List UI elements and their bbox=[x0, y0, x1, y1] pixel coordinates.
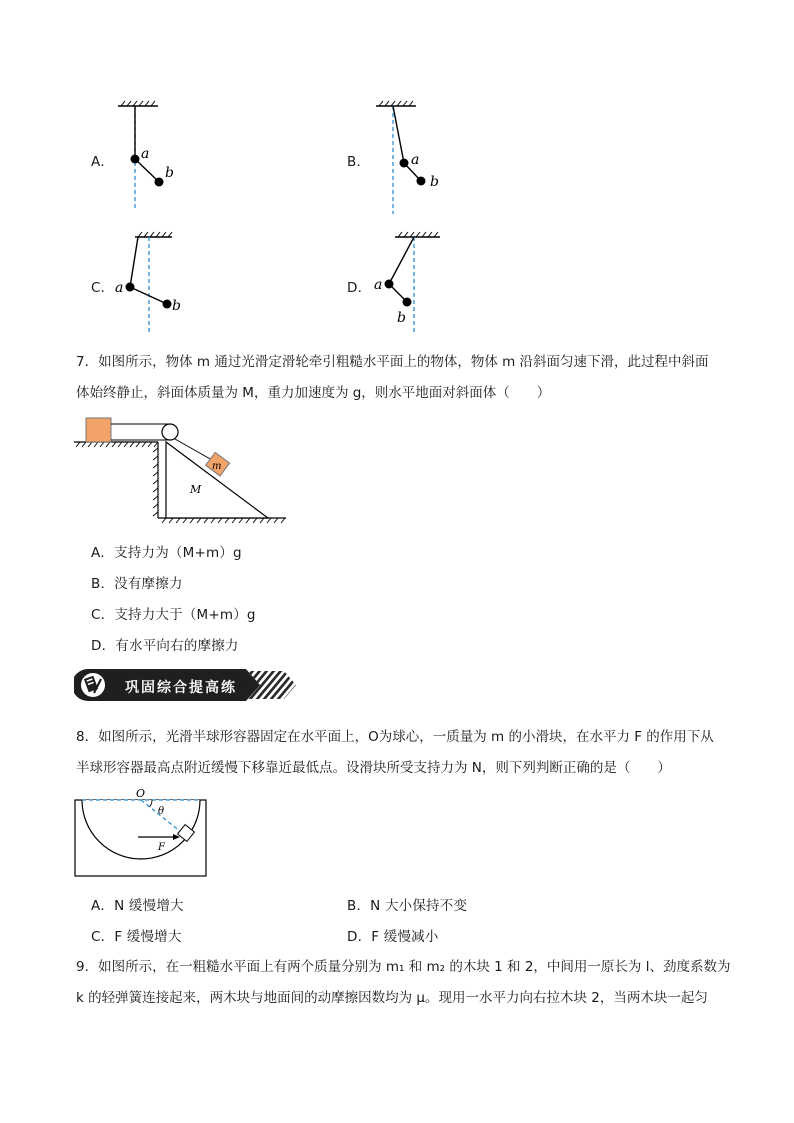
q8-option-b[interactable]: B．N 大小保持不变 bbox=[347, 898, 468, 914]
q6-figure-c bbox=[108, 229, 208, 337]
ball-b bbox=[155, 178, 164, 187]
q8-hemisphere-figure bbox=[72, 786, 212, 880]
q7-stem-line-1: 7．如图所示，物体 m 通过光滑定滑轮牵引粗糙水平面上的物体，物体 m 沿斜面匀速下滑，此过程中斜面 bbox=[76, 354, 709, 370]
label-a: a bbox=[374, 277, 383, 293]
label-b: b bbox=[165, 165, 174, 181]
q7-stem-line-2: 体始终静止，斜面体质量为 M，重力加速度为 g，则水平地面对斜面体（ ） bbox=[76, 385, 551, 401]
q9-stem-line-2: k 的轻弹簧连接起来，两木块与地面间的动摩擦因数均为 μ。现用一水平力向右拉木块 2，当两木块一起匀 bbox=[76, 990, 708, 1006]
q7-option-a[interactable]: A．支持力为（M+m）g bbox=[91, 545, 242, 561]
label-m: m bbox=[212, 461, 222, 472]
q6-option-b-label[interactable]: B． bbox=[347, 154, 371, 170]
label-a: a bbox=[411, 152, 420, 168]
q8-stem-line-2: 半球形容器最高点附近缓慢下移靠近最低点。设滑块所受支持力为 N，则下列判断正确的是（ ） bbox=[76, 760, 671, 776]
label-a: a bbox=[141, 146, 150, 162]
q6-figure-d bbox=[370, 229, 470, 337]
q7-option-d[interactable]: D．有水平向右的摩擦力 bbox=[91, 638, 239, 654]
q6-option-d-label[interactable]: D． bbox=[347, 280, 372, 296]
label-b: b bbox=[397, 310, 406, 326]
q6-option-c-label[interactable]: C． bbox=[91, 280, 115, 296]
label-O: O bbox=[136, 787, 146, 800]
label-F: F bbox=[158, 842, 165, 853]
label-theta: θ bbox=[158, 806, 165, 817]
pulley bbox=[162, 424, 178, 440]
q6-figure-b bbox=[358, 98, 458, 216]
q8-option-d[interactable]: D．F 缓慢减小 bbox=[347, 929, 439, 945]
ball-a bbox=[131, 155, 140, 164]
q8-option-c[interactable]: C．F 缓慢增大 bbox=[91, 929, 182, 945]
q8-stem-line-1: 8．如图所示，光滑半球形容器固定在水平面上，O为球心，一质量为 m 的小滑块，在水平力 F 的作用下从 bbox=[76, 729, 714, 745]
q8-option-a[interactable]: A．N 缓慢增大 bbox=[91, 898, 184, 914]
q6-option-a-label[interactable]: A． bbox=[91, 154, 115, 170]
label-b: b bbox=[172, 298, 181, 314]
block-on-ground bbox=[86, 418, 111, 442]
q7-incline-figure bbox=[72, 414, 292, 526]
label-a: a bbox=[115, 280, 124, 296]
section-title: 巩固综合提高练 bbox=[125, 680, 237, 696]
label-M: M bbox=[190, 483, 202, 496]
q7-option-c[interactable]: C．支持力大于（M+m）g bbox=[91, 607, 256, 623]
q6-figure-a bbox=[100, 98, 200, 214]
q7-option-b[interactable]: B．没有摩擦力 bbox=[91, 576, 183, 592]
label-b: b bbox=[430, 174, 439, 190]
q9-stem-line-1: 9．如图所示，在一粗糙水平面上有两个质量分别为 m₁ 和 m₂ 的木块 1 和 2，中间用一原长为 l、劲度系数为 bbox=[76, 959, 731, 975]
